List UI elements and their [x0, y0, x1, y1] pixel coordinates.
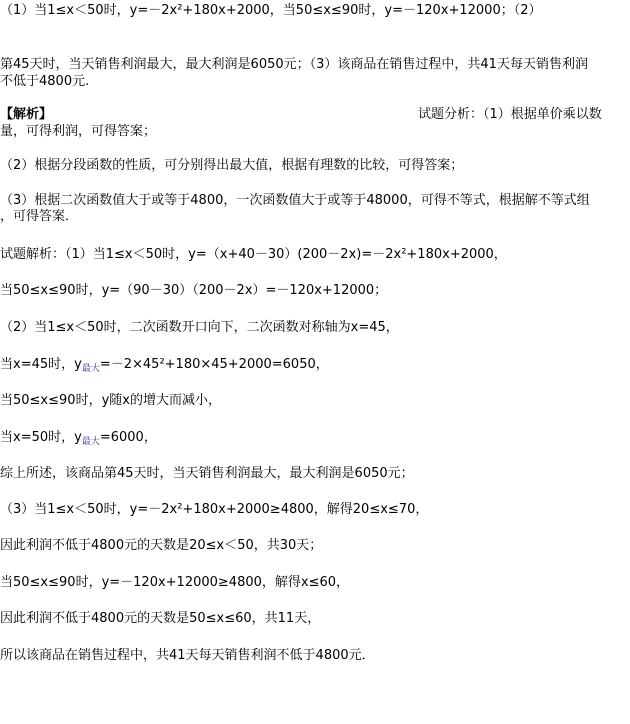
solution-line-6 — [0, 430, 157, 450]
solution-line-11: 因此利润不低于4800元的天数是50≤x≤60，共11天， — [0, 611, 321, 626]
max-subscript: 最大 — [81, 364, 100, 374]
solution-line-2: 当50≤x≤90时，y=（90－30）（200－2x）=－120x+12000； — [0, 283, 388, 298]
solution-line-1: 试题解析：（1）当1≤x＜50时，y=（x+40－30）(200－2x)=－2x²+180x+2000， — [0, 247, 507, 262]
analysis-heading: 【解析】 — [0, 107, 53, 122]
solution-line-12: 所以该商品在销售过程中，共41天每天销售利润不低于4800元． — [0, 648, 375, 663]
analysis-line-1: 量，可得利润，可得答案； — [0, 124, 157, 139]
solution-line-7: 综上所述，该商品第45天时，当天销售利润最大，最大利润是6050元； — [0, 466, 414, 481]
max-subscript: 最大 — [81, 437, 100, 447]
solution-line-9: 因此利润不低于4800元的天数是20≤x＜50，共30天； — [0, 538, 323, 553]
solution-line-10: 当50≤x≤90时，y=－120x+12000≥4800，解得x≤60， — [0, 575, 350, 590]
analysis-summary-start: 试题分析：（1）根据单价乘以数 — [418, 107, 602, 122]
analysis-line-4: ，可得答案． — [0, 209, 79, 224]
solution-line-4 — [0, 357, 329, 377]
solution-line-6-end: =6000， — [99, 430, 157, 445]
analysis-line-2: （2）根据分段函数的性质，可分别得出最大值，根据有理数的比较，可得答案； — [0, 158, 464, 173]
solution-line-8: （3）当1≤x＜50时，y=－2x²+180x+2000≥4800，解得20≤x≤70， — [0, 502, 429, 517]
answer-line-2: 第45天时，当天销售利润最大，最大利润是6050元；（3）该商品在销售过程中，共41天每天销售利润 — [0, 57, 588, 72]
solution-line-3: （2）当1≤x＜50时，二次函数开口向下，二次函数对称轴为x=45， — [0, 320, 399, 335]
answer-line-1: （1）当1≤x＜50时，y=－2x²+180x+2000，当50≤x≤90时，y=－120x+12000；（2） — [0, 3, 542, 18]
solution-line-4-start: 当x=45时，y — [0, 357, 82, 372]
solution-line-5: 当50≤x≤90时，y随x的增大而减小， — [0, 393, 221, 408]
solution-line-4-end: =－2×45²+180×45+2000=6050， — [99, 357, 329, 372]
analysis-line-3: （3）根据二次函数值大于或等于4800，一次函数值大于或等于48000，可得不等式，根据解不等式组 — [0, 193, 590, 208]
answer-line-3: 不低于4800元. — [0, 74, 90, 89]
solution-line-6-start: 当x=50时，y — [0, 430, 82, 445]
